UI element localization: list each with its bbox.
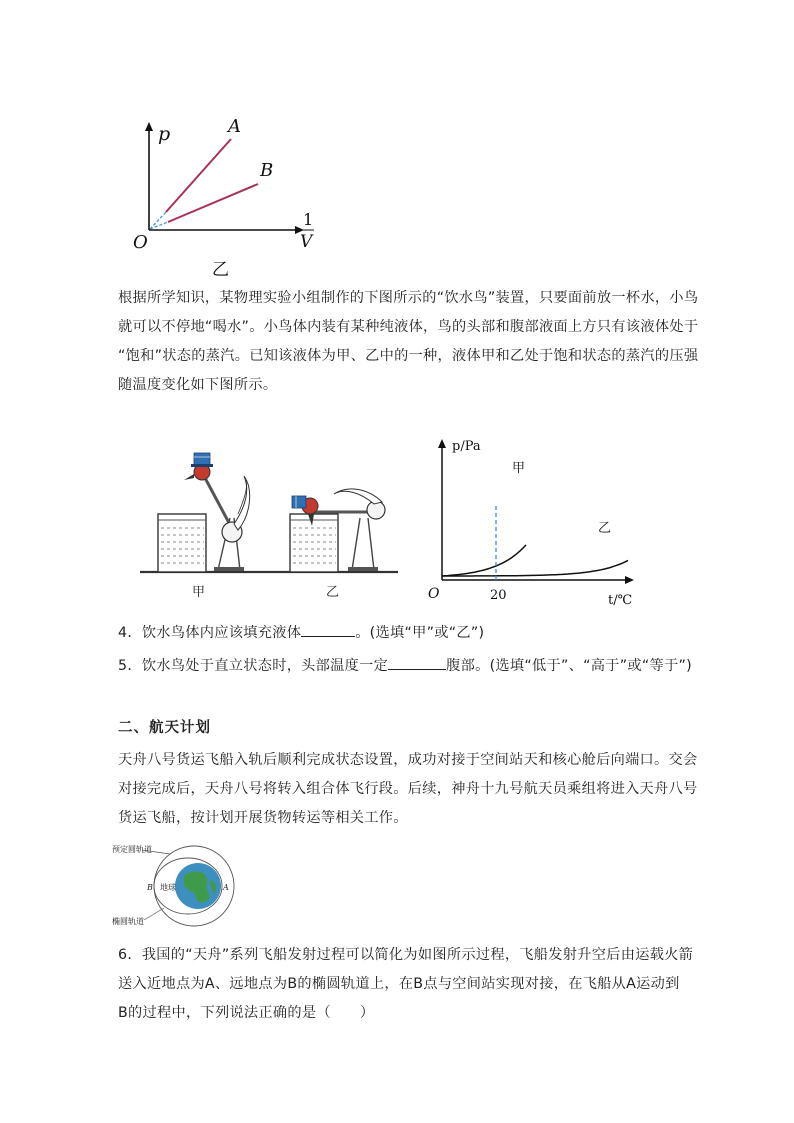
orbit-figure bbox=[112, 840, 252, 930]
pv-graph bbox=[128, 112, 338, 282]
bird-label-left: 甲 bbox=[192, 585, 206, 600]
question-5-hint: 腹部。(选填“低于”、“高于”或“等于”) bbox=[446, 658, 693, 674]
question-5 bbox=[118, 655, 692, 675]
chart-x-tick-20: 20 bbox=[490, 588, 507, 603]
question-4-text: 4．饮水鸟体内应该填充液体 bbox=[118, 625, 302, 641]
question-6-line-2: 送入近地点为A、远地点为B的椭圆轨道上，在B点与空间站实现对接，在飞船从A运动到 bbox=[118, 976, 680, 992]
chart-y-arrow bbox=[438, 439, 446, 448]
question-6-line-3: B的过程中，下列说法正确的是（ ） bbox=[118, 1005, 375, 1021]
section-2-paragraph bbox=[118, 746, 698, 833]
chart-origin: O bbox=[428, 586, 440, 602]
figure-caption: 乙 bbox=[212, 260, 229, 280]
series-label-jia: 甲 bbox=[512, 461, 526, 476]
origin-label: O bbox=[133, 232, 148, 253]
vapor-pressure-chart bbox=[420, 432, 645, 610]
line-a bbox=[166, 139, 231, 212]
line-b-dashed bbox=[150, 222, 168, 229]
x-axis-label-num: 1 bbox=[303, 210, 314, 229]
beaker-right bbox=[290, 514, 338, 572]
y-axis-label: p bbox=[158, 123, 171, 145]
label-circular-orbit: 预定圆轨道 bbox=[112, 845, 152, 854]
label-point-a: A bbox=[223, 883, 229, 892]
question-5-blank[interactable] bbox=[388, 655, 446, 670]
section-2-line-1: 天舟八号货运飞船入轨后顺利完成状态设置，成功对接于空间站天和核心舱后向端口。交会 bbox=[118, 752, 698, 768]
chart-y-label: p/Pa bbox=[452, 439, 481, 454]
chart-x-label: t/℃ bbox=[608, 593, 633, 608]
line-a-label: A bbox=[228, 116, 241, 137]
bird-left-hat bbox=[194, 453, 210, 465]
label-earth: 地球 bbox=[160, 883, 176, 892]
bird-label-right: 乙 bbox=[326, 585, 340, 600]
section-2-line-2: 对接完成后，天舟八号将转入组合体飞行段。后续，神舟十九号航天员乘组将进入天舟八号 bbox=[118, 781, 698, 797]
question-5-text: 5．饮水鸟处于直立状态时，头部温度一定 bbox=[118, 658, 389, 674]
y-axis-arrow bbox=[145, 122, 153, 131]
x-axis-label-den: V bbox=[300, 232, 313, 252]
label-ellipse-leader bbox=[144, 908, 164, 920]
question-6 bbox=[118, 941, 694, 1028]
question-4-blank[interactable] bbox=[301, 622, 355, 637]
chart-x-arrow bbox=[625, 576, 634, 584]
intro-line-4: 随温度变化如下图所示。 bbox=[118, 377, 278, 393]
intro-paragraph bbox=[118, 284, 699, 400]
line-b-label: B bbox=[260, 160, 274, 181]
question-4 bbox=[118, 622, 484, 642]
question-6-line-1: 6．我国的“天舟”系列飞船发射过程可以简化为如图所示过程，飞船发射升空后由运载火箭 bbox=[118, 947, 694, 963]
question-4-hint: 。(选填“甲”或“乙”) bbox=[355, 625, 485, 641]
intro-line-2: 就可以不停地“喝水”。小鸟体内装有某种纯液体，鸟的头部和腹部液面上方只有该液体处于 bbox=[118, 319, 699, 335]
series-label-yi: 乙 bbox=[598, 521, 612, 536]
label-elliptical-orbit: 椭圆轨道 bbox=[112, 917, 144, 926]
curve-jia bbox=[442, 545, 526, 576]
drinking-bird-figure bbox=[138, 436, 400, 606]
section-2-line-3: 货运飞船，按计划开展货物转运等相关工作。 bbox=[118, 810, 408, 826]
bird-right-hat bbox=[292, 496, 306, 508]
section-2-title: 二、航天计划 bbox=[118, 720, 211, 736]
label-point-b: B bbox=[147, 883, 153, 892]
intro-line-3: “饱和”状态的蒸汽。已知该液体为甲、乙中的一种，液体甲和乙处于饱和状态的蒸汽的压强 bbox=[118, 348, 699, 364]
beaker-left bbox=[158, 514, 206, 572]
line-a-dashed bbox=[150, 212, 166, 229]
intro-line-1: 根据所学知识，某物理实验小组制作的下图所示的“饮水鸟”装置，只要面前放一杯水，小鸟 bbox=[118, 290, 699, 306]
line-b bbox=[168, 184, 258, 222]
